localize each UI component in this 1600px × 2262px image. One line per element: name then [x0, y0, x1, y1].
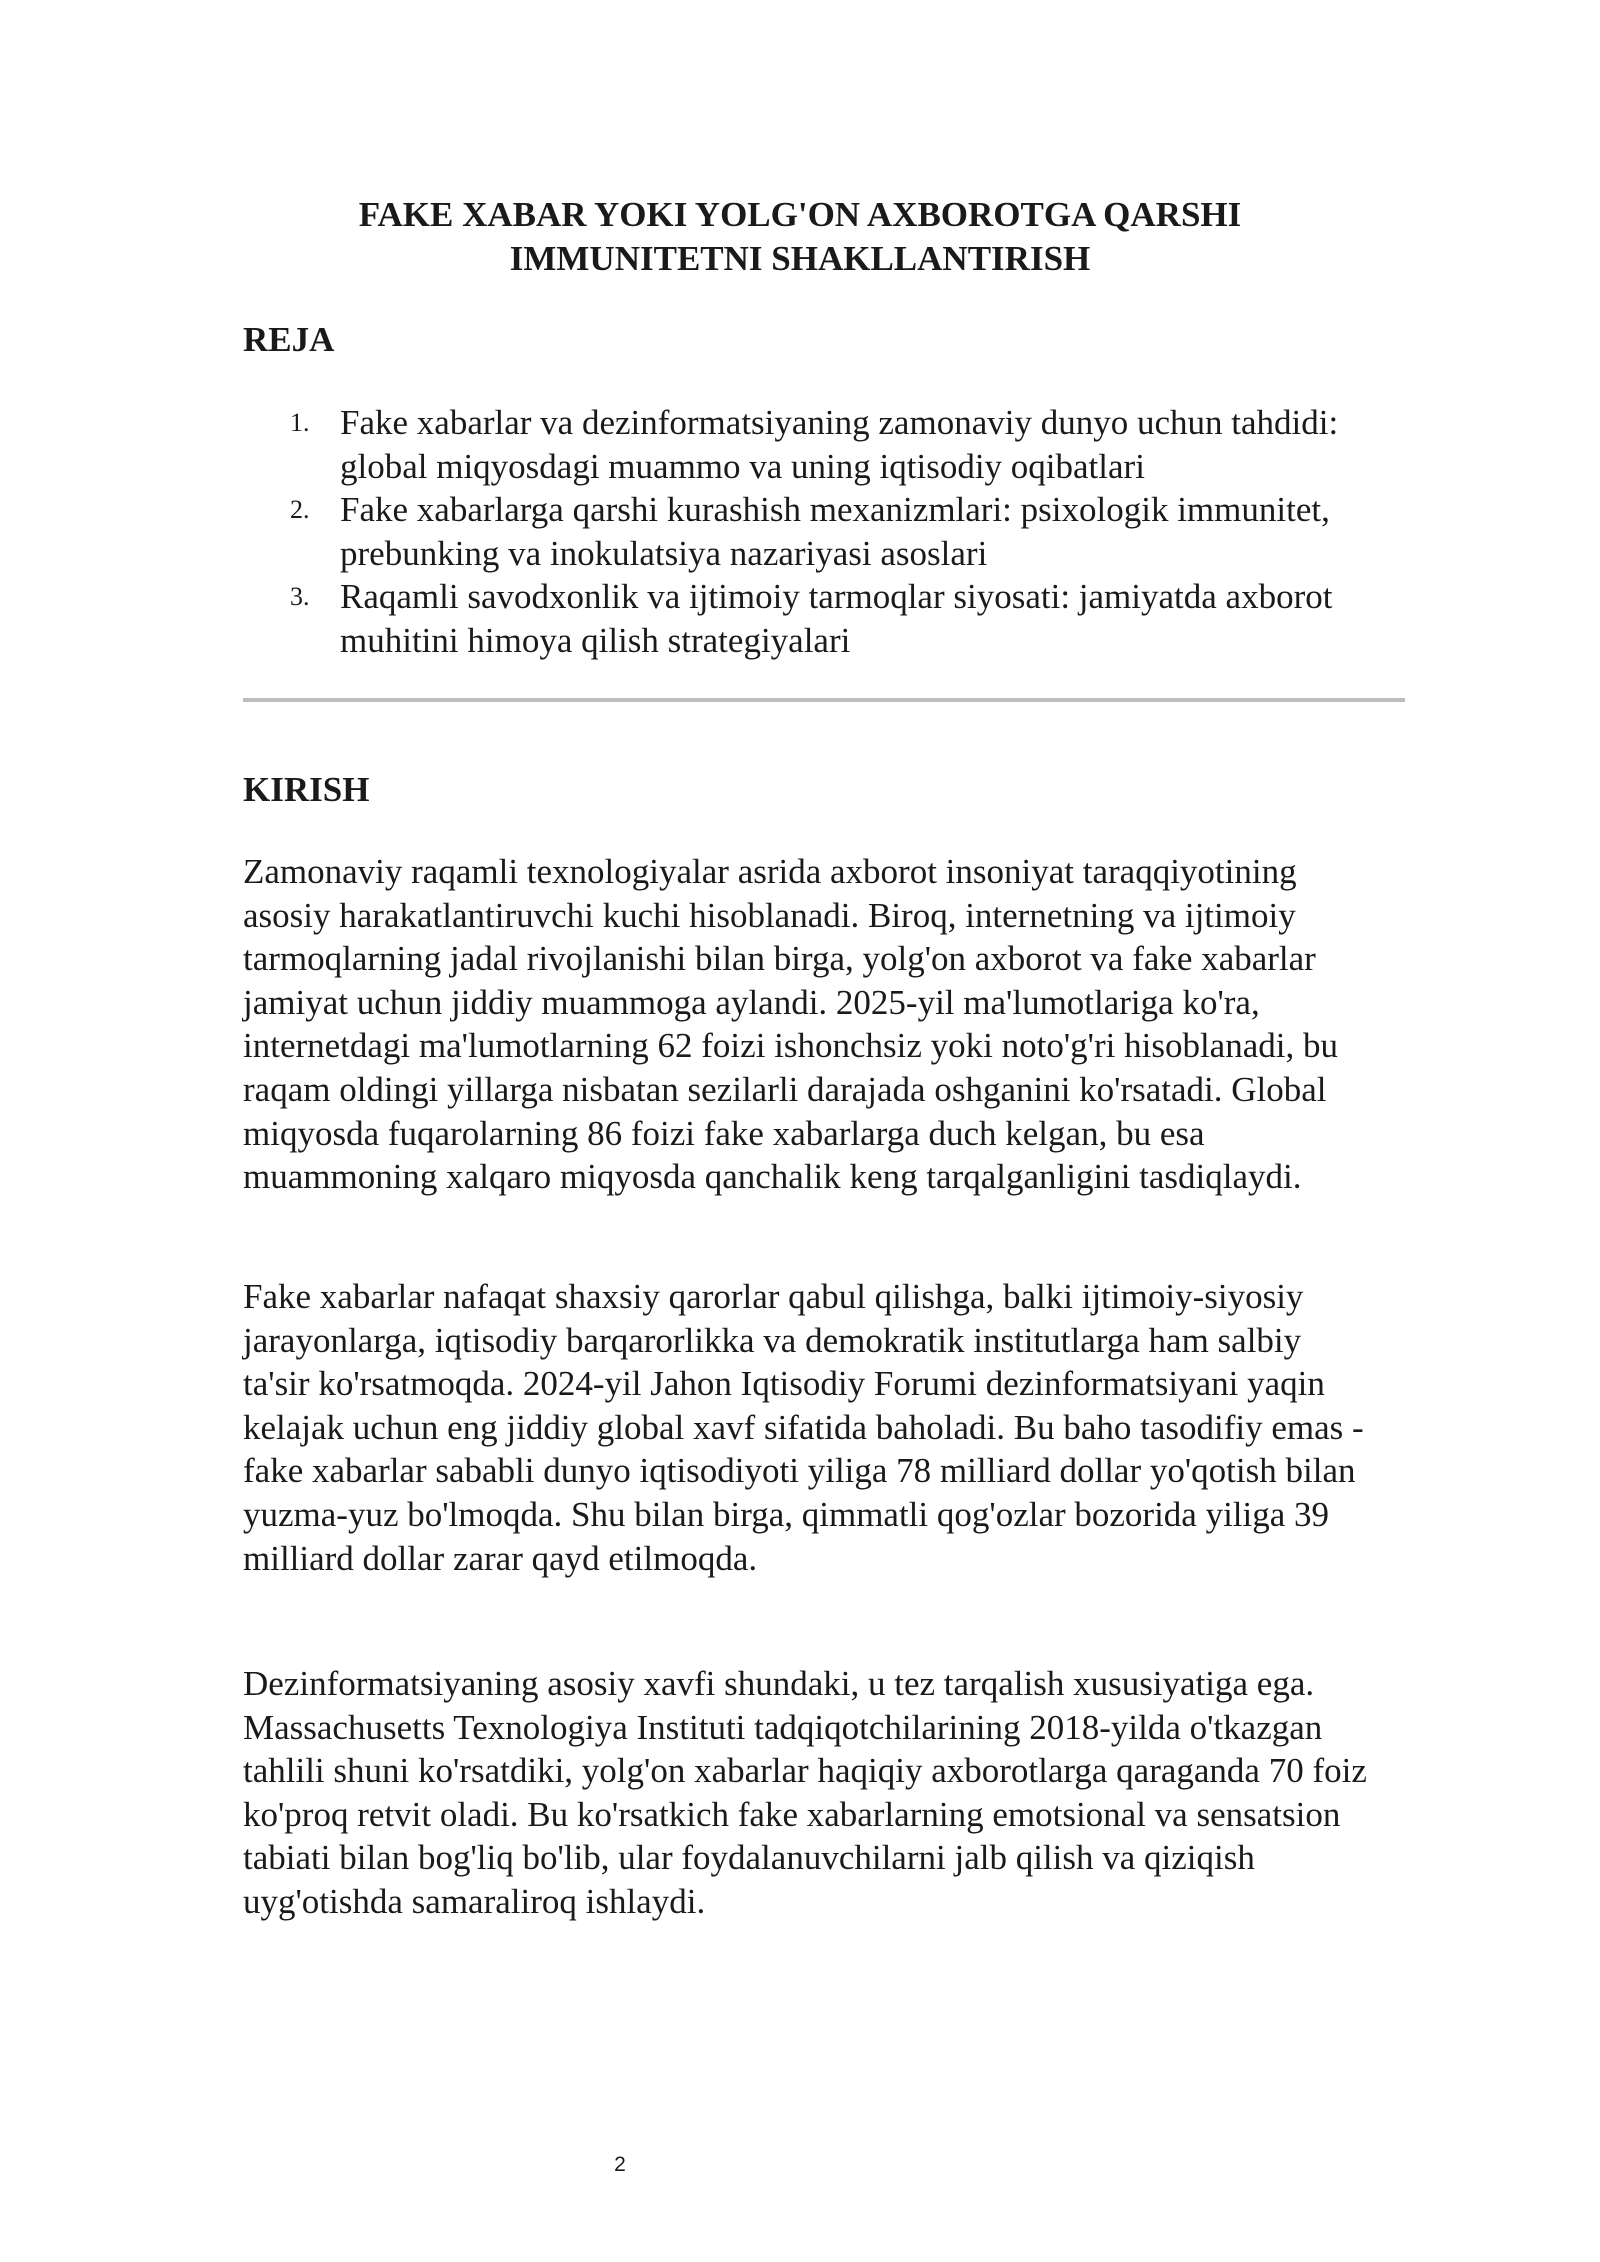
- page-number: 2: [614, 2153, 626, 2176]
- title-line-2: IMMUNITETNI SHAKLLANTIRISH: [509, 239, 1091, 278]
- document-title: [240, 193, 1360, 281]
- intro-paragraph-1: Zamonaviy raqamli texnologiyalar asrida axborot insoniyat taraqqiyotining asosiy harakatlantiruvchi kuchi hisoblanadi. Biroq, internetning va ijtimoiy tarmoqlarning jadal rivojlanishi bilan birga, yolg'on axborot va fake xabarlar jamiyat uchun jiddiy muammoga aylandi. 2025-yil ma'lumotlariga ko'ra, internetdagi ma'lumotlarning 62 foizi ishonchsiz yoki noto'g'ri hisoblanadi, bu raqam oldingi yillarga nisbatan sezilarli darajada oshganini ko'rsatadi. Global miqyosda fuqarolarning 86 foizi fake xabarlarga duch kelgan, bu esa muammoning xalqaro miqyosda qanchalik keng tarqalganligini tasdiqlaydi.: [243, 852, 1338, 1197]
- section-divider: [243, 698, 1405, 702]
- plan-item: [243, 488, 1393, 575]
- intro-heading: KIRISH: [243, 770, 370, 809]
- plan-item-number: 2.: [290, 495, 310, 524]
- plan-item: [243, 575, 1393, 662]
- plan-item-text: Fake xabarlarga qarshi kurashish mexanizmlari: psixologik immunitet, prebunking va inokulatsiya nazariyasi asoslari: [340, 490, 1330, 573]
- plan-list: [243, 401, 1393, 662]
- title-line-1: FAKE XABAR YOKI YOLG'ON AXBOROTGA QARSHI: [358, 195, 1242, 234]
- plan-item: [243, 401, 1393, 488]
- plan-item-text: Raqamli savodxonlik va ijtimoiy tarmoqlar siyosati: jamiyatda axborot muhitini himoya qilish strategiyalari: [340, 577, 1333, 660]
- plan-item-number: 1.: [290, 408, 310, 437]
- intro-paragraph-2: Fake xabarlar nafaqat shaxsiy qarorlar qabul qilishga, balki ijtimoiy-siyosiy jarayonlarga, iqtisodiy barqarorlikka va demokratik institutlarga ham salbiy ta'sir ko'rsatmoqda. 2024-yil Jahon Iqtisodiy Forumi dezinformatsiyani yaqin kelajak uchun eng jiddiy global xavf sifatida baholadi. Bu baho tasodifiy emas - fake xabarlar sababli dunyo iqtisodiyoti yiliga 78 milliard dollar yo'qotish bilan yuzma-yuz bo'lmoqda. Shu bilan birga, qimmatli qog'ozlar bozorida yiliga 39 milliard dollar zarar qayd etilmoqda.: [243, 1277, 1364, 1578]
- plan-item-number: 3.: [290, 582, 310, 611]
- intro-paragraph-3: Dezinformatsiyaning asosiy xavfi shundaki, u tez tarqalish xususiyatiga ega. Massachusetts Texnologiya Instituti tadqiqotchilarining 2018-yilda o'tkazgan tahlili shuni ko'rsatdiki, yolg'on xabarlar haqiqiy axborotlarga qaraganda 70 foiz ko'proq retvit oladi. Bu ko'rsatkich fake xabarlarning emotsional va sensatsion tabiati bilan bog'liq bo'lib, ular foydalanuvchilarni jalb qilish va qiziqish uyg'otishda samaraliroq ishlaydi.: [243, 1664, 1367, 1921]
- plan-item-text: Fake xabarlar va dezinformatsiyaning zamonaviy dunyo uchun tahdidi: global miqyosdagi muammo va uning iqtisodiy oqibatlari: [340, 403, 1339, 486]
- plan-heading: REJA: [243, 320, 335, 359]
